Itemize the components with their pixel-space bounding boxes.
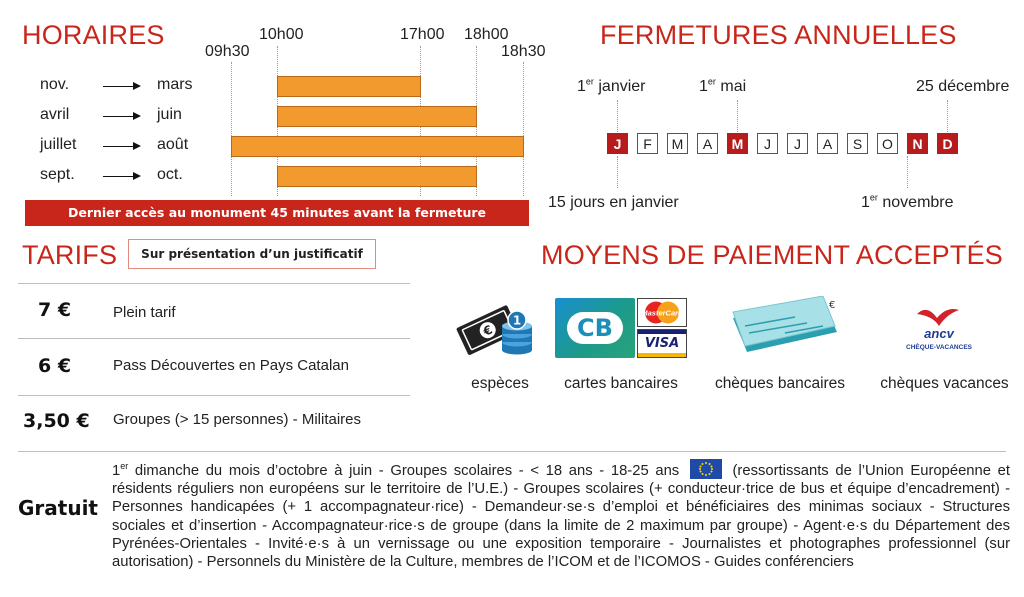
period-from: nov. — [40, 76, 70, 93]
cb-card-icon: CB — [555, 298, 635, 358]
time-label-1700: 17h00 — [400, 26, 445, 43]
time-label-0930: 09h30 — [205, 43, 250, 60]
ancv-icon — [897, 300, 981, 356]
guide-line-nov-bottom — [907, 156, 908, 188]
svg-text:1: 1 — [512, 313, 522, 328]
arrow-icon — [103, 116, 139, 117]
hours-bar — [277, 166, 477, 187]
period-to: juin — [157, 106, 182, 123]
payment-label-cartes: cartes bancaires — [564, 375, 678, 392]
tarif-label-groupes: Groupes (> 15 personnes) - Militaires — [113, 411, 362, 428]
horaires-title: HORAIRES — [22, 20, 165, 50]
period-from: avril — [40, 106, 70, 123]
month-box: A — [817, 133, 838, 154]
eu-flag-icon — [690, 459, 722, 479]
month-box: J — [787, 133, 808, 154]
month-box: S — [847, 133, 868, 154]
gratuit-label: Gratuit — [18, 496, 98, 520]
time-label-1000: 10h00 — [259, 26, 304, 43]
divider — [18, 451, 1006, 452]
svg-text:€: € — [829, 300, 836, 311]
label-15-jours-janvier: 15 jours en janvier — [548, 194, 679, 211]
period-to: août — [157, 136, 189, 153]
months-row — [607, 133, 967, 155]
label-1er-janvier: 1er janvier — [577, 76, 646, 95]
divider — [18, 395, 410, 396]
price-pass: 6 € — [38, 355, 72, 377]
label-25-decembre: 25 décembre — [916, 78, 1010, 95]
hours-bar — [231, 136, 524, 157]
price-groupes: 3,50 € — [23, 410, 90, 432]
month-box: O — [877, 133, 898, 154]
time-label-1800: 18h00 — [464, 26, 509, 43]
tarif-label-plein: Plein tarif — [113, 304, 176, 321]
svg-text:ancv: ancv — [924, 326, 954, 341]
divider — [18, 283, 410, 284]
fermetures-title: FERMETURES ANNUELLES — [600, 20, 957, 50]
guide-line-jan — [617, 100, 618, 132]
price-plein: 7 € — [38, 299, 72, 321]
month-box: A — [697, 133, 718, 154]
month-box-closed: M — [727, 133, 748, 154]
guide-line-dec — [947, 100, 948, 132]
svg-text:CHÈQUE-VACANCES: CHÈQUE-VACANCES — [906, 344, 972, 351]
tarif-label-pass: Pass Découvertes en Pays Catalan — [113, 357, 349, 374]
time-label-1830: 18h30 — [501, 43, 546, 60]
guide-line-1830 — [523, 62, 524, 196]
arrow-icon — [103, 176, 139, 177]
month-box-closed: N — [907, 133, 928, 154]
arrow-icon — [103, 86, 139, 87]
tarifs-title: TARIFS — [22, 240, 118, 270]
payment-label-vacances: chèques vacances — [880, 375, 1009, 392]
month-box: M — [667, 133, 688, 154]
payment-label-cheques: chèques bancaires — [714, 375, 846, 392]
checkbook-icon — [725, 296, 840, 360]
payment-label-especes: espèces — [471, 375, 529, 392]
month-box: F — [637, 133, 658, 154]
label-1er-mai: 1er mai — [699, 76, 747, 95]
hours-bar — [277, 106, 477, 127]
month-box-closed: J — [607, 133, 628, 154]
hours-bar — [277, 76, 421, 97]
guide-line-jan-bottom — [617, 156, 618, 188]
paiement-title: MOYENS DE PAIEMENT ACCEPTÉS — [541, 240, 1004, 270]
svg-text:€: € — [481, 322, 495, 339]
last-entry-banner: Dernier accès au monument 45 minutes avant la fermeture — [25, 200, 529, 226]
mastercard-icon — [637, 298, 687, 327]
month-box: J — [757, 133, 778, 154]
guide-line-mai — [737, 100, 738, 132]
label-1er-novembre: 1er novembre — [861, 192, 954, 211]
visa-icon: VISA — [637, 329, 687, 358]
period-to: oct. — [157, 166, 183, 183]
gratuit-description: 1er dimanche du mois d’octobre à juin - Groupes scolaires - < 18 ans - 18-25 ans (ressortissants de l’Union Européenne et résidents réguliers non européens sur le territoire de l’U.E.) - Groupes scolaires (+ conducteur·trice de bus et équipe d’encadrement) - Personnes handicapées (+ 1 accompagnateur·rice) - Demandeur·se·s d’emploi et bénéficiaires des minimas sociaux - Structures sociales et d’insertion - Accompagnateur·rice·s de groupe (dans la limite de 2 maximum par groupe) - Agent·e·s du Département des Pyrénées-Orientales - Invité·e·s à un vernissage ou une exposition temporaire - Journalistes et photographes professionnel (sur autorisation) - Personnels du Ministère de la Culture, membres de l’ICOM et de l’ICOMOS - Guides conférenciers — [112, 459, 1010, 571]
period-to: mars — [157, 76, 193, 93]
guide-line-0930 — [231, 62, 232, 196]
period-from: sept. — [40, 166, 75, 183]
arrow-icon — [103, 146, 139, 147]
divider — [18, 338, 410, 339]
cash-icon — [455, 298, 535, 360]
svg-text:MasterCard: MasterCard — [641, 308, 683, 318]
month-box-closed: D — [937, 133, 958, 154]
justificatif-note: Sur présentation d’un justificatif — [128, 239, 376, 269]
period-from: juillet — [40, 136, 77, 153]
